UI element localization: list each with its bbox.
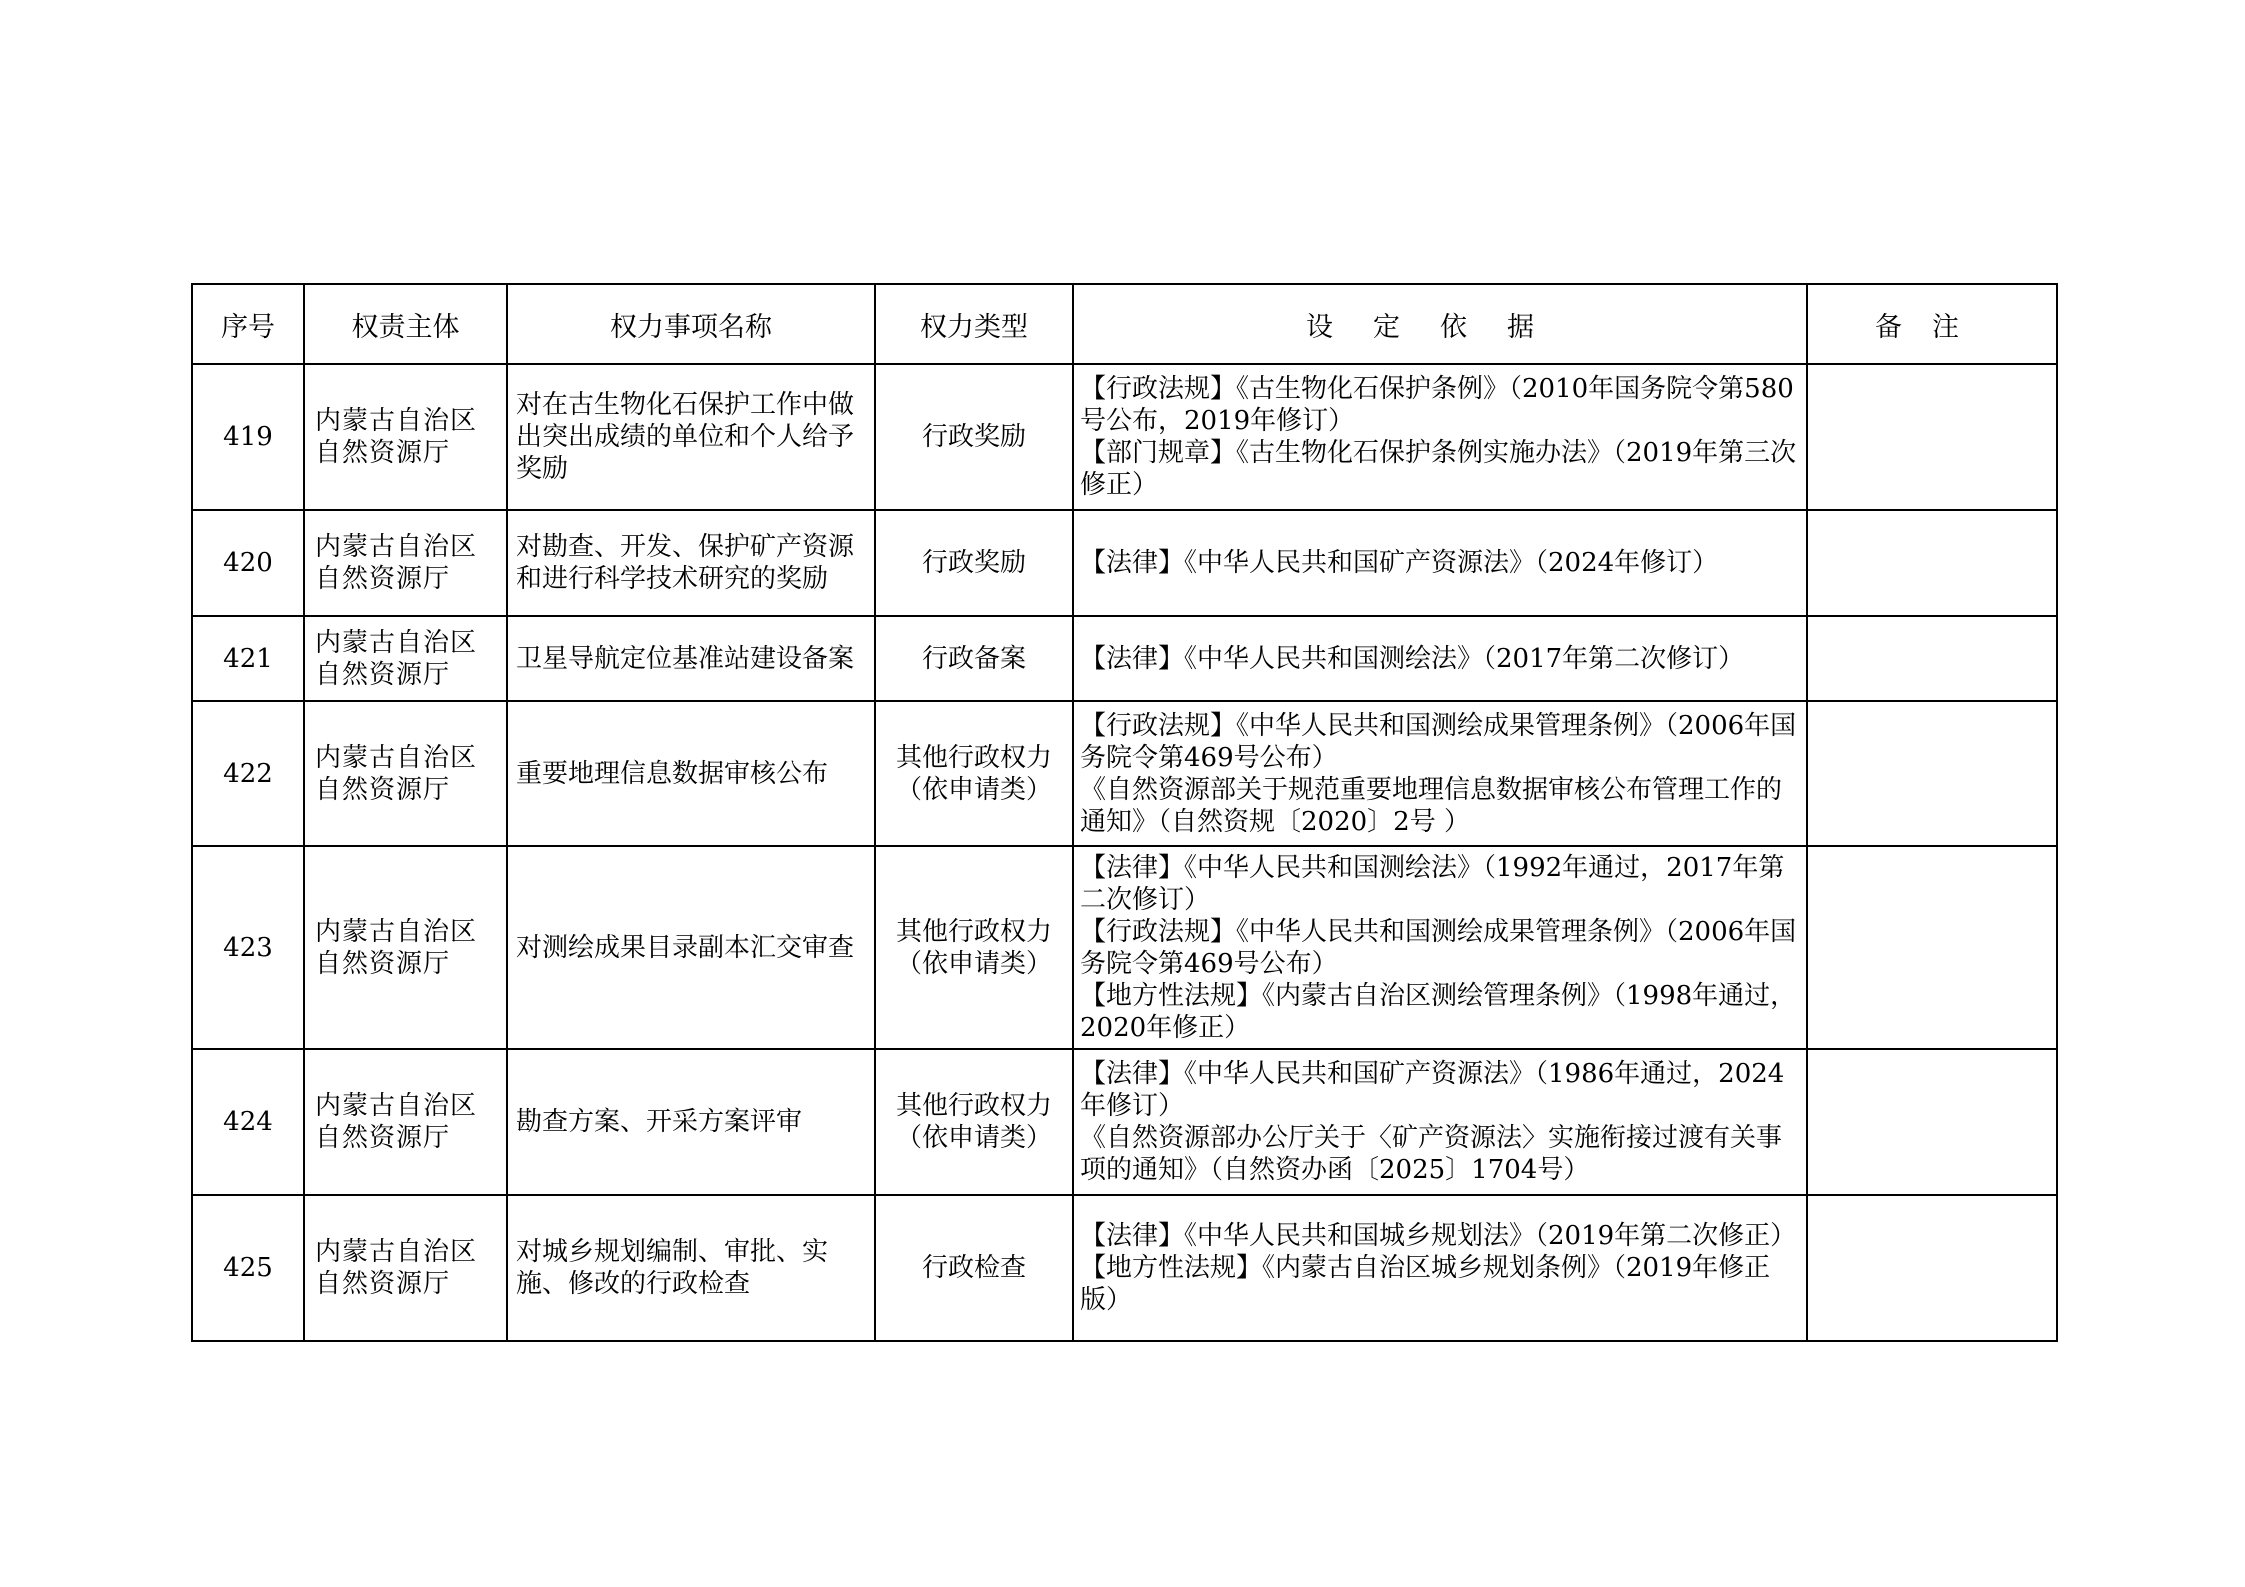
header-type: 权力类型 — [875, 284, 1073, 364]
row-remark — [1807, 1049, 2057, 1195]
legal-basis-item: 《自然资源部关于规范重要地理信息数据审核公布管理工作的通知》（自然资规〔2020〕2号 ） — [1080, 774, 1783, 837]
power-type-line: 行政备案 — [921, 643, 1026, 674]
power-type-line: 行政检查 — [921, 1253, 1026, 1283]
row-power-name: 对城乡规划编制、审批、实施、修改的行政检查 — [507, 1195, 875, 1341]
row-remark — [1807, 364, 2057, 510]
power-type-line: （依申请类） — [895, 948, 1052, 979]
legal-basis-item: 【地方性法规】《内蒙古自治区测绘管理条例》（1998年通过，2020年修正） — [1080, 980, 1797, 1043]
row-power-name: 勘查方案、开采方案评审 — [507, 1049, 875, 1195]
row-legal-basis — [1073, 1195, 1807, 1341]
row-power-name: 卫星导航定位基准站建设备案 — [507, 616, 875, 701]
power-type-line: （依申请类） — [895, 1123, 1052, 1153]
row-subject: 内蒙古自治区自然资源厅 — [304, 364, 507, 510]
legal-basis-item: 【行政法规】《古生物化石保护条例》（2010年国务院令第580号公布，2019年修订） — [1080, 374, 1794, 436]
legal-basis-item: 【法律】《中华人民共和国矿产资源法》（1986年通过，2024年修订） — [1080, 1059, 1785, 1121]
header-row — [192, 284, 2057, 364]
header-seq: 序号 — [192, 284, 304, 364]
row-remark — [1807, 510, 2057, 616]
row-legal-basis — [1073, 701, 1807, 846]
table-row — [192, 364, 2057, 510]
row-subject: 内蒙古自治区自然资源厅 — [304, 846, 507, 1049]
legal-basis-item: 【部门规章】《古生物化石保护条例实施办法》（2019年第三次修正） — [1080, 438, 1797, 500]
legal-basis-item: 【地方性法规】《内蒙古自治区城乡规划条例》（2019年修正版） — [1080, 1253, 1771, 1315]
row-seq: 421 — [192, 616, 304, 701]
row-subject: 内蒙古自治区自然资源厅 — [304, 1049, 507, 1195]
row-power-name: 对测绘成果目录副本汇交审查 — [507, 846, 875, 1049]
row-subject: 内蒙古自治区自然资源厅 — [304, 616, 507, 701]
legal-basis-item: 【法律】《中华人民共和国矿产资源法》（2024年修订） — [1080, 548, 1719, 578]
table-body — [192, 364, 2057, 1341]
row-power-type — [875, 364, 1073, 510]
row-power-type — [875, 510, 1073, 616]
table-row — [192, 510, 2057, 616]
table-row — [192, 701, 2057, 846]
power-list-table — [191, 283, 2058, 1342]
legal-basis-item: 【法律】《中华人民共和国测绘法》（1992年通过，2017年第二次修订） — [1080, 852, 1785, 915]
table-header — [192, 284, 2057, 364]
row-power-type — [875, 616, 1073, 701]
row-remark — [1807, 846, 2057, 1049]
power-type-line: （依申请类） — [895, 774, 1052, 805]
header-remark: 备注 — [1807, 284, 2057, 364]
power-type-line: 其他行政权力 — [895, 1091, 1052, 1121]
row-subject: 内蒙古自治区自然资源厅 — [304, 701, 507, 846]
row-power-name: 对在古生物化石保护工作中做出突出成绩的单位和个人给予奖励 — [507, 364, 875, 510]
row-power-name: 重要地理信息数据审核公布 — [507, 701, 875, 846]
row-legal-basis — [1073, 846, 1807, 1049]
header-name: 权力事项名称 — [507, 284, 875, 364]
row-seq: 424 — [192, 1049, 304, 1195]
row-legal-basis — [1073, 364, 1807, 510]
row-seq: 422 — [192, 701, 304, 846]
row-seq: 419 — [192, 364, 304, 510]
row-seq: 420 — [192, 510, 304, 616]
power-type-line: 行政奖励 — [921, 422, 1026, 452]
header-basis: 设定依据 — [1073, 284, 1807, 364]
row-remark — [1807, 1195, 2057, 1341]
table-row — [192, 1049, 2057, 1195]
power-type-line: 其他行政权力 — [895, 916, 1052, 947]
row-power-type — [875, 1195, 1073, 1341]
row-power-type — [875, 701, 1073, 846]
legal-basis-item: 《自然资源部办公厅关于〈矿产资源法〉实施衔接过渡有关事项的通知》（自然资办函〔2025〕1704号） — [1080, 1123, 1783, 1185]
row-power-name: 对勘查、开发、保护矿产资源和进行科学技术研究的奖励 — [507, 510, 875, 616]
row-seq: 425 — [192, 1195, 304, 1341]
row-power-type — [875, 846, 1073, 1049]
power-type-line: 行政奖励 — [921, 548, 1026, 578]
row-subject: 内蒙古自治区自然资源厅 — [304, 510, 507, 616]
power-type-line: 其他行政权力 — [895, 742, 1052, 773]
legal-basis-item: 【行政法规】《中华人民共和国测绘成果管理条例》（2006年国务院令第469号公布） — [1080, 916, 1797, 979]
row-legal-basis — [1073, 510, 1807, 616]
row-subject: 内蒙古自治区自然资源厅 — [304, 1195, 507, 1341]
table-row — [192, 616, 2057, 701]
row-legal-basis — [1073, 616, 1807, 701]
legal-basis-item: 【法律】《中华人民共和国测绘法》（2017年第二次修订） — [1080, 643, 1745, 674]
legal-basis-item: 【行政法规】《中华人民共和国测绘成果管理条例》（2006年国务院令第469号公布） — [1080, 710, 1797, 773]
table-row — [192, 1195, 2057, 1341]
row-legal-basis — [1073, 1049, 1807, 1195]
row-remark — [1807, 701, 2057, 846]
legal-basis-item: 【法律】《中华人民共和国城乡规划法》（2019年第二次修正） — [1080, 1221, 1797, 1251]
row-remark — [1807, 616, 2057, 701]
row-seq: 423 — [192, 846, 304, 1049]
row-power-type — [875, 1049, 1073, 1195]
table-row — [192, 846, 2057, 1049]
header-subject: 权责主体 — [304, 284, 507, 364]
